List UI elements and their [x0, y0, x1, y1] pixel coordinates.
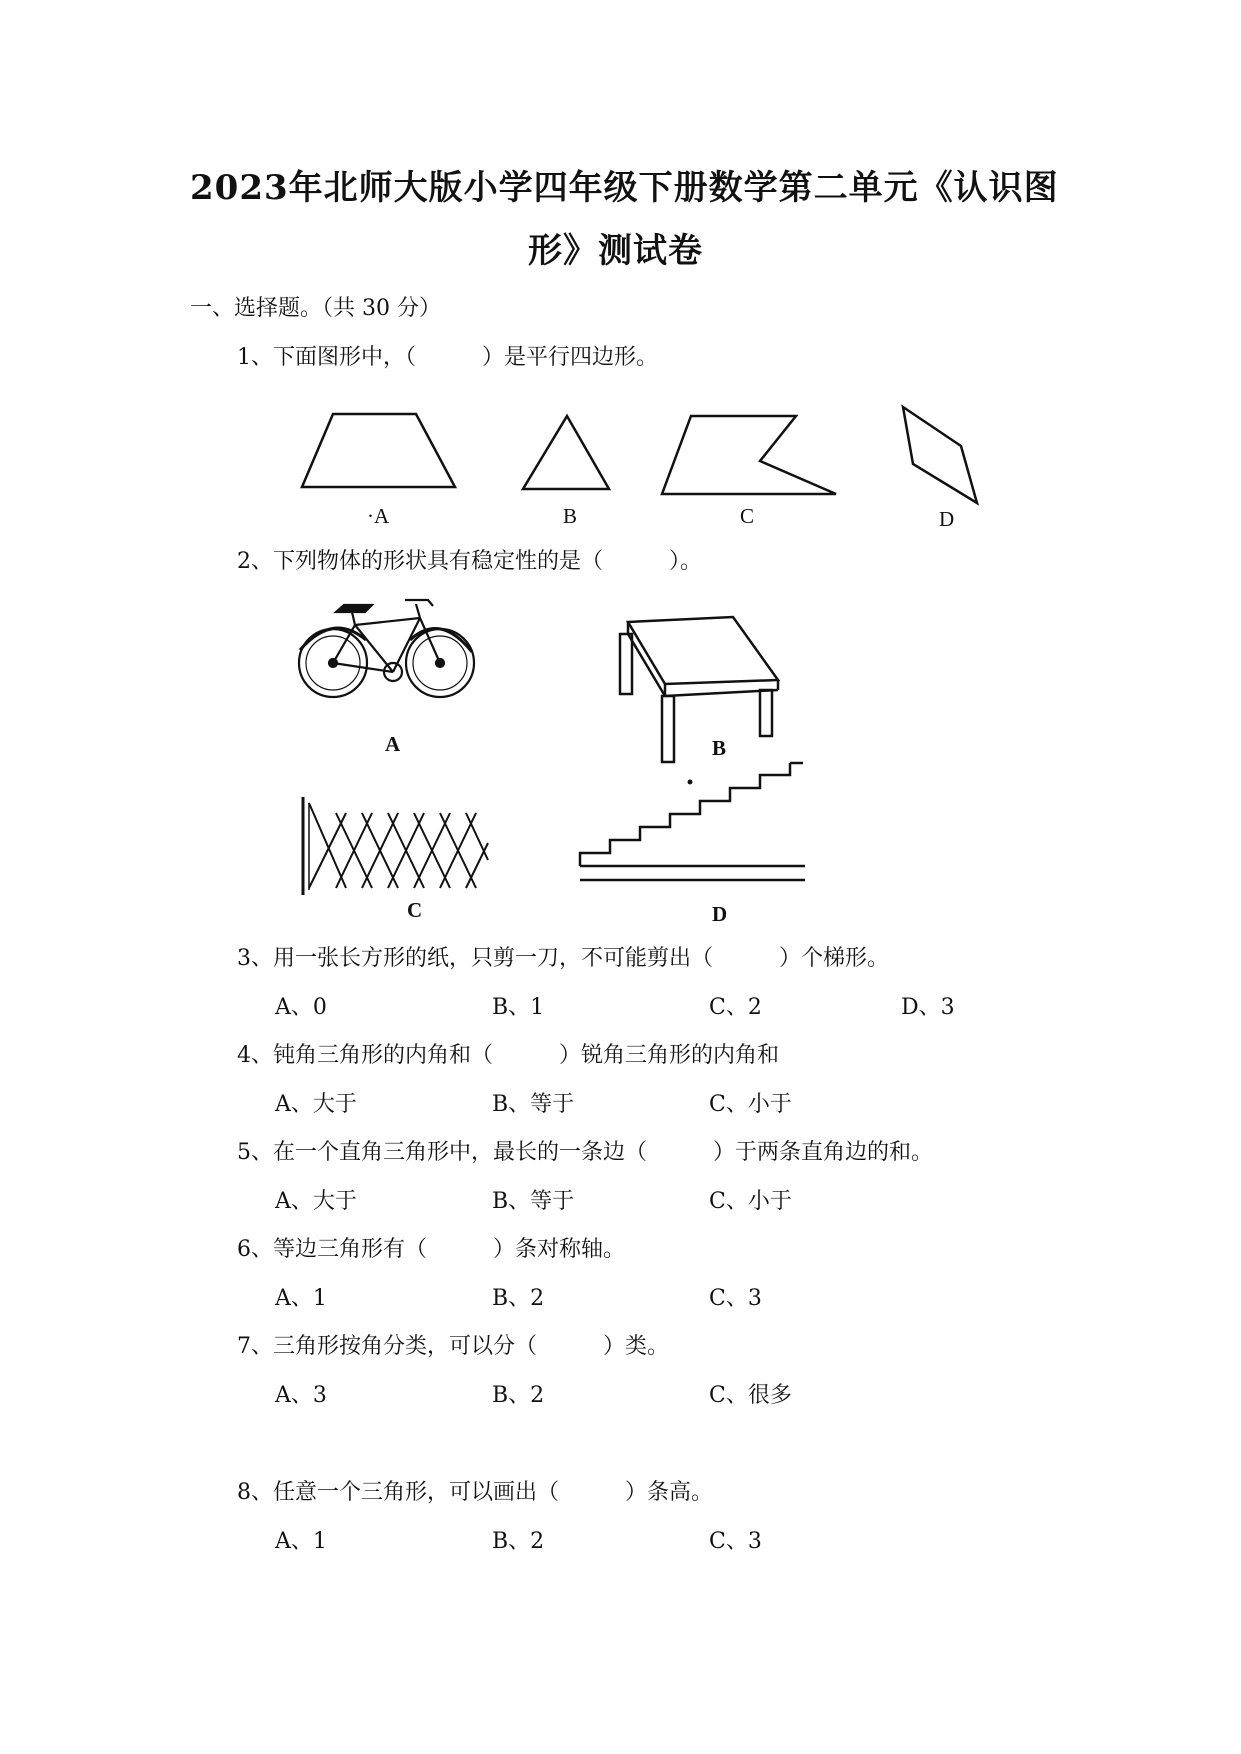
- page-title-line1: 2023年北师大版小学四年级下册数学第二单元《认识图: [190, 168, 1059, 208]
- section-heading: 一、选择题。（共 30 分）: [190, 296, 441, 321]
- question-6-text: 6、等边三角形有（ ）条对称轴。: [237, 1237, 625, 1262]
- q1-label-d: D: [939, 507, 955, 531]
- q3-option-a: A、0: [275, 995, 327, 1020]
- bicycle-icon: [299, 600, 474, 697]
- lattice-gate-icon: [303, 797, 488, 895]
- q1-label-c: C: [740, 504, 755, 528]
- q3-option-b: B、1: [492, 995, 545, 1020]
- q6-option-c: C、3: [709, 1286, 762, 1311]
- q8-option-a: A、1: [275, 1529, 327, 1554]
- question-3-text: 3、用一张长方形的纸，只剪一刀，不可能剪出（ ）个梯形。: [237, 946, 889, 971]
- q2-label-c: C: [407, 898, 423, 922]
- q6-option-b: B、2: [492, 1286, 545, 1311]
- q7-option-c: C、很多: [709, 1383, 792, 1408]
- q2-label-a: A: [385, 732, 401, 756]
- q3-option-c: C、2: [709, 995, 762, 1020]
- question-2-text: 2、下列物体的形状具有稳定性的是（ ）。: [237, 549, 702, 574]
- q7-option-b: B、2: [492, 1383, 545, 1408]
- table-icon: [620, 617, 778, 762]
- q4-option-c: C、小于: [709, 1092, 792, 1117]
- q1-label-a: ·A: [367, 504, 390, 528]
- q5-option-c: C、小于: [709, 1189, 792, 1214]
- q8-option-c: C、3: [709, 1529, 762, 1554]
- question-5-text: 5、在一个直角三角形中，最长的一条边（ ）于两条直角边的和。: [237, 1140, 933, 1165]
- question-8-text: 8、任意一个三角形，可以画出（ ）条高。: [237, 1480, 713, 1505]
- q2-label-b: B: [712, 736, 727, 760]
- q4-option-a: A、大于: [275, 1092, 357, 1117]
- page-title-line2: 形》测试卷: [528, 231, 703, 271]
- q6-option-a: A、1: [275, 1286, 327, 1311]
- question-1-text: 1、下面图形中，（ ）是平行四边形。: [237, 345, 658, 370]
- q7-option-a: A、3: [275, 1383, 327, 1408]
- q5-option-a: A、大于: [275, 1189, 357, 1214]
- question-4-text: 4、钝角三角形的内角和（ ）锐角三角形的内角和: [237, 1043, 779, 1068]
- q8-option-b: B、2: [492, 1529, 545, 1554]
- question-7-text: 7、三角形按角分类，可以分（ ）类。: [237, 1334, 669, 1359]
- stairs-icon: [580, 763, 805, 880]
- q2-label-d: D: [712, 902, 728, 926]
- q1-label-b: B: [563, 504, 578, 528]
- q4-option-b: B、等于: [492, 1092, 575, 1117]
- q5-option-b: B、等于: [492, 1189, 575, 1214]
- q3-option-d: D、3: [901, 995, 955, 1020]
